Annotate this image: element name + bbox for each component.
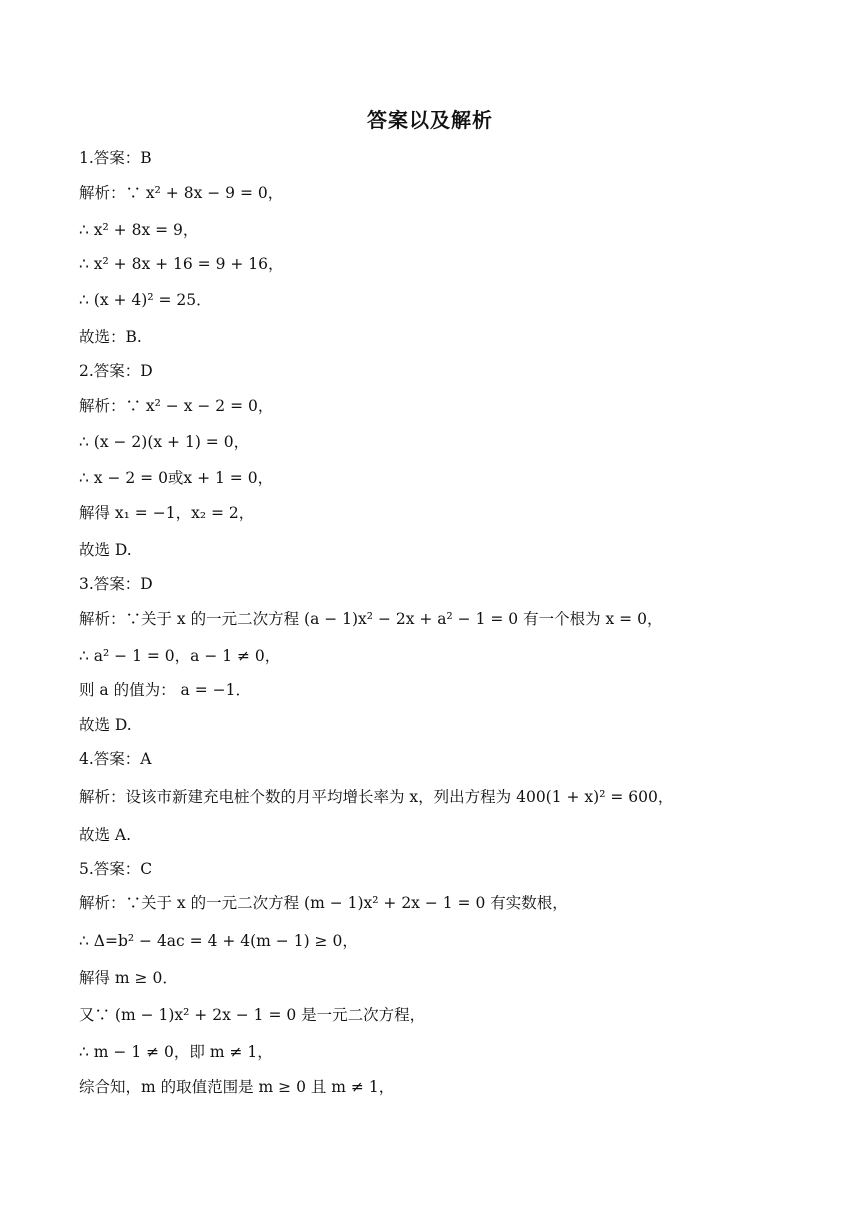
q2-analysis-line: 解得 x₁ = −1，x₂ = 2， [79,504,255,522]
q5-analysis-line: 解得 m ≥ 0． [79,969,178,987]
q2-analysis-line: 解析：∵ x² − x − 2 = 0， [79,397,274,415]
q3-analysis-line: 解析：∵关于 x 的一元二次方程 (a − 1)x² − 2x + a² − 1 = 0 有一个根为 x = 0， [79,610,663,628]
q1-analysis-line: ∴ (x + 4)² = 25． [79,291,212,309]
q2-analysis-line: ∴ (x − 2)(x + 1) = 0， [79,433,250,451]
q1-choice: 故选：B. [79,328,142,346]
q2-analysis-line: ∴ x − 2 = 0或x + 1 = 0， [79,469,274,487]
q5-analysis-line: 又∵ (m − 1)x² + 2x − 1 = 0 是一元二次方程， [79,1006,426,1024]
q4-choice: 故选 A. [79,826,132,844]
q5-analysis-line: 解析：∵关于 x 的一元二次方程 (m − 1)x² + 2x − 1 = 0 有实数根， [79,894,568,912]
q4-analysis-line: 解析：设该市新建充电桩个数的月平均增长率为 x，列出方程为 400(1 + x)² = 600， [79,788,674,806]
q3-answer: 3.答案：D [79,575,153,593]
q1-answer: 1.答案：B [79,149,152,167]
q5-analysis-line: ∴ m − 1 ≠ 0，即 m ≠ 1， [79,1043,273,1061]
q2-answer: 2.答案：D [79,362,153,380]
page-title: 答案以及解析 [367,108,493,132]
q4-answer: 4.答案：A [79,750,152,768]
q5-analysis-line: ∴ Δ=b² − 4ac = 4 + 4(m − 1) ≥ 0， [79,932,358,950]
q1-analysis-line: ∴ x² + 8x = 9， [79,221,199,239]
q5-answer: 5.答案：C [79,860,153,878]
q2-choice: 故选 D. [79,541,132,559]
q1-analysis-line: 解析：∵ x² + 8x − 9 = 0， [79,184,284,202]
q1-analysis-line: ∴ x² + 8x + 16 = 9 + 16， [79,255,284,273]
q5-analysis-line: 综合知，m 的取值范围是 m ≥ 0 且 m ≠ 1， [79,1078,395,1096]
q3-analysis-line: ∴ a² − 1 = 0，a − 1 ≠ 0， [79,647,281,665]
q3-choice: 故选 D. [79,716,132,734]
q3-analysis-line: 则 a 的值为： a = −1． [79,681,251,699]
